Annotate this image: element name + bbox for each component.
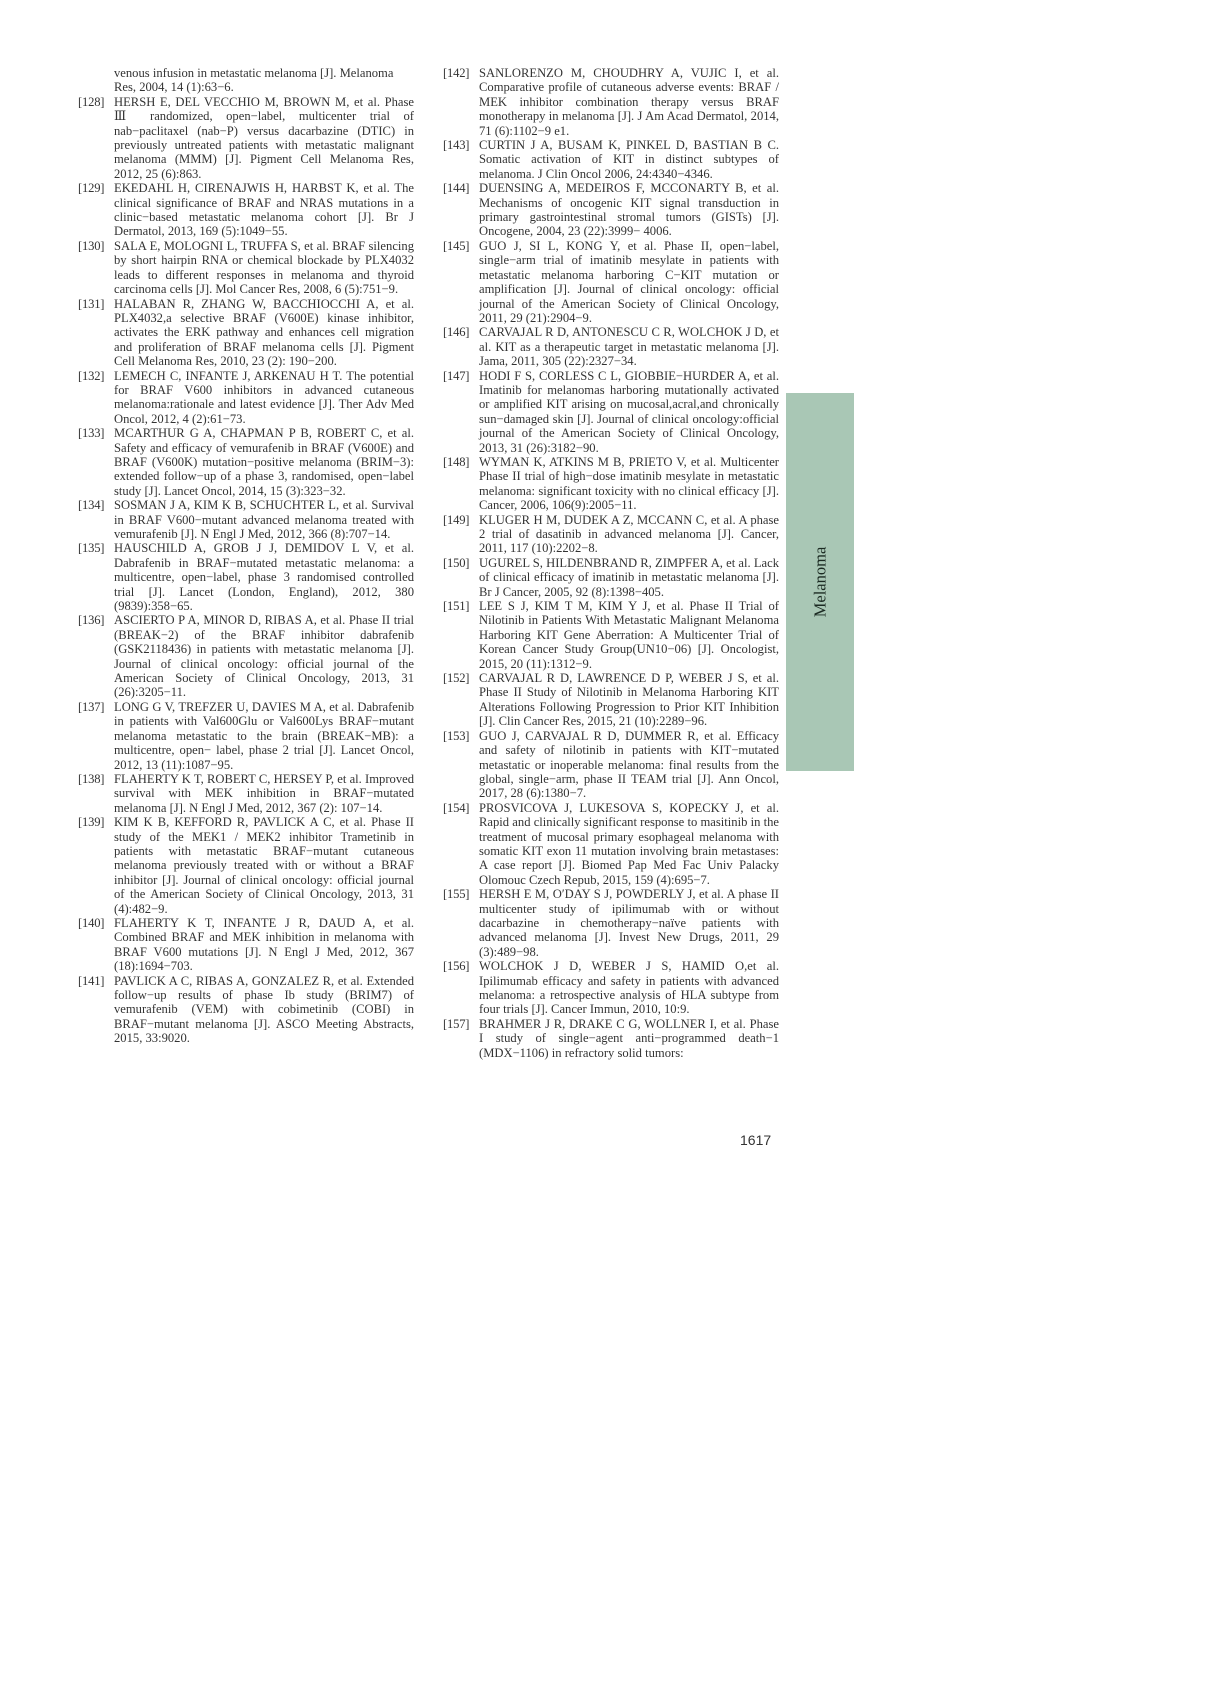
reference-text: SOSMAN J A, KIM K B, SCHUCHTER L, et al. Survival in BRAF V600−mutant advanced melanoma treated with vemurafenib [J]. N Engl J Med, 2012, 366 (8):707−14.	[114, 498, 414, 541]
reference-text: HODI F S, CORLESS C L, GIOBBIE−HURDER A, et al. Imatinib for melanomas harboring mutationally activated or amplified KIT arising on mucosal,acral,and chronically sun−damaged skin [J]. Journal of clinical oncology:official journal of the American Society of Clinical Oncology, 2013, 31 (26):3182−90.	[479, 368, 779, 455]
reference-text: FLAHERTY K T, INFANTE J R, DAUD A, et al. Combined BRAF and MEK inhibition in melanoma with BRAF V600 mutations [J]. N Engl J Med, 2012, 367 (18):1694−703.	[114, 915, 414, 974]
reference-number: [155]	[443, 887, 470, 902]
section-side-tab	[786, 393, 854, 771]
page-number: 1617	[740, 1132, 772, 1148]
reference-number: [135]	[78, 541, 105, 556]
reference-number: [142]	[443, 66, 470, 80]
reference-text: LEE S J, KIM T M, KIM Y J, et al. Phase II Trial of Nilotinib in Patients With Metastatic Malignant Melanoma Harboring KIT Gene Aberration: A Multicenter Trial of Korean Cancer Study Group(UN10−06) [J]. Oncologist, 2015, 20 (11):1312−9.	[479, 599, 779, 671]
reference-number: [130]	[78, 238, 105, 253]
reference-text: MCARTHUR G A, CHAPMAN P B, ROBERT C, et al. Safety and efficacy of vemurafenib in BRAF (V600E) and BRAF (V600K) mutation−positive melanoma (BRIM−3): extended follow−up of a phase 3, randomised, open−label study [J]. Lancet Oncol, 2014, 15 (3):323−32.	[114, 426, 414, 498]
reference-entry	[443, 959, 779, 1017]
reference-entry	[443, 1017, 779, 1060]
reference-number: [151]	[443, 599, 470, 614]
reference-text: DUENSING A, MEDEIROS F, MCCONARTY B, et al. Mechanisms of oncogenic KIT signal transduction in primary gastrointestinal stromal tumors (GISTs) [J]. Oncogene, 2004, 23 (22):3999− 4006.	[479, 181, 779, 239]
reference-entry	[78, 426, 414, 498]
reference-number: [129]	[78, 181, 105, 196]
reference-text: BRAHMER J R, DRAKE C G, WOLLNER I, et al. Phase I study of single−agent anti−programmed death−1 (MDX−1106) in refractory solid tumors:	[479, 1016, 779, 1060]
reference-entry	[443, 729, 779, 801]
reference-text: FLAHERTY K T, ROBERT C, HERSEY P, et al. Improved survival with MEK inhibition in BRAF−mutated melanoma [J]. N Engl J Med, 2012, 367 (2): 107−14.	[114, 771, 414, 815]
reference-entry	[78, 772, 414, 815]
reference-number: [134]	[78, 498, 105, 513]
reference-number: [140]	[78, 915, 105, 930]
reference-number: [150]	[443, 555, 470, 570]
reference-text: HALABAN R, ZHANG W, BACCHIOCCHI A, et al. PLX4032,a selective BRAF (V600E) kinase inhibitor, activates the ERK pathway and enhances cell migration and proliferation of BRAF melanoma cells [J]. Pigment Cell Melanoma Res, 2010, 23 (2): 190−200.	[114, 296, 414, 369]
reference-entry	[443, 556, 779, 599]
side-tab-label: Melanoma	[810, 546, 829, 618]
reference-number: [133]	[78, 426, 105, 441]
reference-number: [138]	[78, 771, 105, 786]
reference-number: [141]	[78, 973, 105, 988]
reference-text: KLUGER H M, DUDEK A Z, MCCANN C, et al. A phase 2 trial of dasatinib in advanced melanoma [J]. Cancer, 2011, 117 (10):2202−8.	[479, 512, 779, 556]
reference-text: EKEDAHL H, CIRENAJWIS H, HARBST K, et al. The clinical significance of BRAF and NRAS mutations in a clinic−based metastatic melanoma cohort [J]. Br J Dermatol, 2013, 169 (5):1049−55.	[114, 181, 414, 239]
reference-number: [153]	[443, 728, 470, 743]
reference-text: CARVAJAL R D, ANTONESCU C R, WOLCHOK J D, et al. KIT as a therapeutic target in metastatic melanoma [J]. Jama, 2011, 305 (22):2327−34.	[479, 325, 779, 369]
reference-entry	[443, 138, 779, 181]
reference-text: HAUSCHILD A, GROB J J, DEMIDOV L V, et al. Dabrafenib in BRAF−mutated metastatic melanoma: a multicentre, open−label, phase 3 randomised controlled trial [J]. Lancet (London, England), 2012, 380 (9839):358−65.	[114, 541, 414, 614]
reference-text: HERSH E, DEL VECCHIO M, BROWN M, et al. Phase Ⅲ randomized, open−label, multicenter trial of nab−paclitaxel (nab−P) versus dacarbazine (DTIC) in previously untreated patients with metastatic malignant melanoma (MMM) [J]. Pigment Cell Melanoma Res, 2012, 25 (6):863.	[114, 94, 414, 181]
reference-entry	[78, 95, 414, 181]
reference-entry	[443, 599, 779, 671]
reference-entry	[78, 181, 414, 239]
reference-text: LONG G V, TREFZER U, DAVIES M A, et al. Dabrafenib in patients with Val600Glu or Val600Lys BRAF−mutant melanoma metastatic to the brain (BREAK−MB): a multicentre, open− label, phase 2 trial [J]. Lancet Oncol, 2012, 13 (11):1087−95.	[114, 699, 414, 772]
reference-text: HERSH E M, O′DAY S J, POWDERLY J, et al. A phase II multicenter study of ipilimumab with or without dacarbazine in chemotherapy−naïve patients with advanced melanoma [J]. Invest New Drugs, 2011, 29 (3):489−98.	[479, 887, 779, 959]
reference-entry	[78, 369, 414, 427]
reference-entry	[443, 887, 779, 959]
reference-text: ASCIERTO P A, MINOR D, RIBAS A, et al. Phase II trial (BREAK−2) of the BRAF inhibitor dabrafenib (GSK2118436) in patients with metastatic melanoma [J]. Journal of clinical oncology: official journal of the American Society of Clinical Oncology, 2013, 31 (26):3205−11.	[114, 613, 414, 700]
reference-text: venous infusion in metastatic melanoma [J]. Melanoma Res, 2004, 14 (1):63−6.	[114, 66, 394, 95]
reference-text: PAVLICK A C, RIBAS A, GONZALEZ R, et al. Extended follow−up results of phase Ib study (BRIM7) of vemurafenib (VEM) with cobimetinib (COBI) in BRAF−mutant melanoma [J]. ASCO Meeting Abstracts, 2015, 33:9020.	[114, 973, 414, 1046]
reference-entry	[78, 66, 414, 95]
reference-number: [154]	[443, 800, 470, 815]
reference-number: [136]	[78, 613, 105, 628]
reference-number: [156]	[443, 959, 470, 974]
reference-text: KIM K B, KEFFORD R, PAVLICK A C, et al. Phase II study of the MEK1 / MEK2 inhibitor Trametinib in patients with metastatic BRAF−mutant cutaneous melanoma previously treated with or without a BRAF inhibitor [J]. Journal of clinical oncology: official journal of the American Society of Clinical Oncology, 2013, 31 (4):482−9.	[114, 815, 414, 916]
reference-number: [149]	[443, 512, 470, 527]
reference-number: [132]	[78, 368, 105, 383]
reference-number: [152]	[443, 671, 470, 686]
reference-entry	[443, 325, 779, 368]
reference-text: GUO J, SI L, KONG Y, et al. Phase II, open−label, single−arm trial of imatinib mesylate in patients with metastatic melanoma harboring C−KIT mutation or amplification [J]. Journal of clinical oncology: official journal of the American Society of Clinical Oncology, 2011, 29 (21):2904−9.	[479, 238, 779, 325]
reference-text: CURTIN J A, BUSAM K, PINKEL D, BASTIAN B C. Somatic activation of KIT in distinct subtypes of melanoma. J Clin Oncol 2006, 24:4340−4346.	[479, 138, 779, 181]
reference-entry	[78, 498, 414, 541]
reference-entry	[78, 239, 414, 297]
reference-entry	[78, 916, 414, 974]
reference-entry	[78, 541, 414, 613]
reference-entry	[443, 66, 779, 138]
reference-entry	[78, 974, 414, 1046]
references-left-column	[78, 66, 414, 1046]
reference-text: SANLORENZO M, CHOUDHRY A, VUJIC I, et al. Comparative profile of cutaneous adverse events: BRAF / MEK inhibitor combination therapy versus BRAF monotherapy in melanoma [J]. J Am Acad Dermatol, 2014, 71 (6):1102−9 e1.	[479, 66, 779, 138]
reference-text: UGUREL S, HILDENBRAND R, ZIMPFER A, et al. Lack of clinical efficacy of imatinib in metastatic melanoma [J]. Br J Cancer, 2005, 92 (8):1398−405.	[479, 555, 779, 599]
reference-text: WOLCHOK J D, WEBER J S, HAMID O,et al. Ipilimumab efficacy and safety in patients with advanced melanoma: a retrospective analysis of HLA subtype from four trials [J]. Cancer Immun, 2010, 10:9.	[479, 959, 779, 1017]
reference-number: [144]	[443, 181, 470, 196]
reference-number: [145]	[443, 238, 470, 253]
reference-entry	[443, 801, 779, 887]
reference-entry	[443, 671, 779, 729]
reference-entry	[78, 297, 414, 369]
reference-entry	[443, 239, 779, 325]
reference-number: [147]	[443, 368, 470, 383]
reference-entry	[443, 455, 779, 513]
reference-entry	[78, 613, 414, 699]
reference-entry	[443, 181, 779, 239]
reference-text: GUO J, CARVAJAL R D, DUMMER R, et al. Efficacy and safety of nilotinib in patients with KIT−mutated metastatic or inoperable melanoma: final results from the global, single−arm, phase II TEAM trial [J]. Ann Oncol, 2017, 28 (6):1380−7.	[479, 728, 779, 801]
reference-text: CARVAJAL R D, LAWRENCE D P, WEBER J S, et al. Phase II Study of Nilotinib in Melanoma Harboring KIT Alterations Following Progression to Prior KIT Inhibition [J]. Clin Cancer Res, 2015, 21 (10):2289−96.	[479, 671, 779, 729]
reference-number: [146]	[443, 325, 470, 340]
reference-number: [148]	[443, 454, 470, 469]
reference-number: [157]	[443, 1016, 470, 1031]
reference-entry	[78, 815, 414, 916]
reference-number: [139]	[78, 815, 105, 830]
reference-entry	[443, 513, 779, 556]
reference-number: [137]	[78, 699, 105, 714]
reference-text: PROSVICOVA J, LUKESOVA S, KOPECKY J, et al. Rapid and clinically significant response to masitinib in the treatment of mucosal primary esophageal melanoma with somatic KIT exon 11 mutation involving brain metastases: A case report [J]. Biomed Pap Med Fac Univ Palacky Olomouc Czech Repub, 2015, 159 (4):695−7.	[479, 800, 779, 887]
reference-entry	[78, 700, 414, 772]
reference-text: WYMAN K, ATKINS M B, PRIETO V, et al. Multicenter Phase II trial of high−dose imatinib mesylate in metastatic melanoma: significant toxicity with no clinical efficacy [J]. Cancer, 2006, 106(9):2005−11.	[479, 454, 779, 513]
reference-number: [143]	[443, 138, 470, 153]
reference-entry	[443, 369, 779, 455]
reference-text: SALA E, MOLOGNI L, TRUFFA S, et al. BRAF silencing by short hairpin RNA or chemical blockade by PLX4032 leads to different responses in melanoma and thyroid carcinoma cells [J]. Mol Cancer Res, 2008, 6 (5):751−9.	[114, 238, 414, 297]
reference-text: LEMECH C, INFANTE J, ARKENAU H T. The potential for BRAF V600 inhibitors in advanced cutaneous melanoma:rationale and latest evidence [J]. Ther Adv Med Oncol, 2012, 4 (2):61−73.	[114, 368, 414, 426]
reference-number: [131]	[78, 296, 105, 311]
references-right-column	[443, 66, 779, 1060]
reference-number: [128]	[78, 94, 105, 109]
